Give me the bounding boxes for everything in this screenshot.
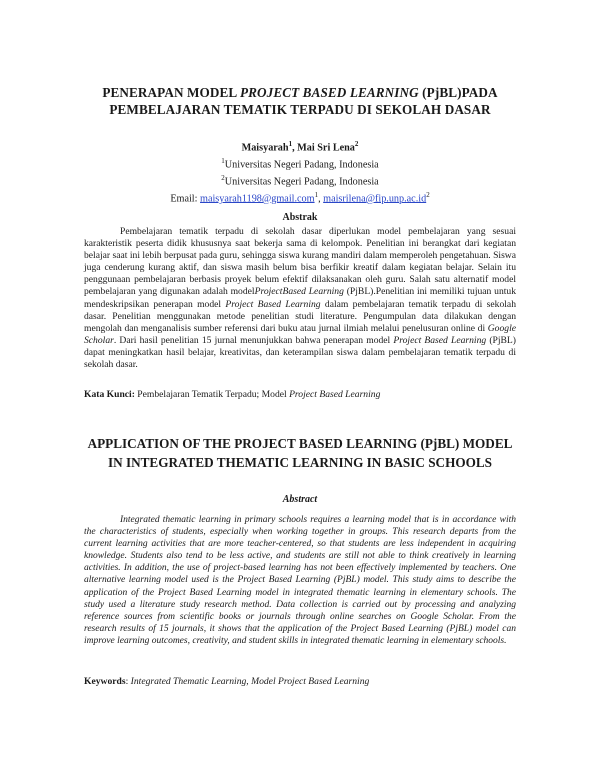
abstrak-text-2: (PjBL).Penelitian ini memiliki tujuan untuk mendeskripsikan penerapan model xyxy=(84,286,517,310)
author-2-sup: 2 xyxy=(354,140,359,148)
keywords-colon: : xyxy=(125,676,131,687)
author-1-sup: 1 xyxy=(288,140,293,148)
kata-kunci xyxy=(84,389,516,400)
abstrak-text-1: Pembelajaran tematik terpadu di sekolah dasar diperlukan model pembelajaran yang sesuai karakteristik peserta didik khususnya saat bekerja sama di kelompok. Penelitian ini berangkat dari kegiatan belajar saat ini lebih berpusat pada guru, sehingga siswa kurang mandiri dalam memperoleh pengetahuan. Siswa juga cenderung kurang aktif, dan siswa masih belum bisa berfikir kreatif dalam kegiatan belajar. Selain itu penggunaan pembelajaran berbasis proyek belum efektif dilaksanakan oleh guru. Salah satu alternatif model pembelajaran yang digunakan adalah model xyxy=(84,226,516,298)
abstract-body xyxy=(84,514,516,647)
affiliation-2 xyxy=(100,172,500,189)
abstrak-text-4: . Dari hasil penelitian 15 jurnal menunjukkan bahwa penerapan model xyxy=(113,334,394,346)
kata-kunci-label: Kata Kunci: xyxy=(84,389,135,400)
keywords xyxy=(84,676,516,687)
abstrak-italic-4: Project Based Learning xyxy=(393,334,487,346)
title-id-line2: PEMBELAJARAN TEMATIK TERPADU DI SEKOLAH DASAR xyxy=(109,102,491,117)
abstrak-heading: Abstrak xyxy=(282,212,318,223)
author-2: , Mai Sri Lena xyxy=(292,142,355,154)
paper-title-indonesian xyxy=(70,84,530,118)
email-link-1[interactable]: maisyarah1198@gmail.com xyxy=(200,193,315,205)
affiliation-2-sup: 2 xyxy=(221,173,225,182)
affiliation-1-sup: 1 xyxy=(221,156,225,165)
title-en-line2: IN INTEGRATED THEMATIC LEARNING IN BASIC SCHOOLS xyxy=(108,454,492,470)
email-2-sup: 2 xyxy=(426,190,430,199)
abstrak-body xyxy=(84,226,516,371)
email-link-2[interactable]: maisrilena@fip.unp.ac.id xyxy=(323,193,427,205)
author-1: Maisyarah xyxy=(241,142,289,154)
abstract-heading: Abstract xyxy=(282,494,318,505)
email-label: Email: xyxy=(170,193,201,205)
title-id-line1-pre: PENERAPAN MODEL xyxy=(102,85,240,100)
author-block xyxy=(100,138,500,206)
email-line xyxy=(100,189,500,206)
title-id-line1-italic: PROJECT BASED LEARNING xyxy=(239,85,419,100)
affiliation-1 xyxy=(100,155,500,172)
affiliation-2-text: Universitas Negeri Padang, Indonesia xyxy=(224,176,379,188)
title-id-line1-post: (PjBL)PADA xyxy=(418,85,498,100)
title-en-line1: APPLICATION OF THE PROJECT BASED LEARNING (PjBL) MODEL xyxy=(87,436,513,451)
abstrak-italic-1: ProjectBased Learning xyxy=(254,286,344,298)
affiliation-1-text: Universitas Negeri Padang, Indonesia xyxy=(224,159,379,171)
abstrak-italic-3: Google Scholar xyxy=(84,322,516,346)
author-names xyxy=(100,138,500,155)
keywords-label: Keywords xyxy=(84,676,126,687)
abstrak-text-5: (PjBL) dapat meningkatkan hasil belajar, kreativitas, dan keterampilan siswa dalam pembelajaran tematik terpadu di sekolah dasar. xyxy=(84,334,516,371)
abstrak-text-3: dalam pembelajaran tematik terpadu di sekolah dasar. Penelitian menggunakan metode penelitian studi literature. Pengumpulan data dilakukan dengan mengolah dan menganalisis sumber referensi dari buku atau jurnal ilmiah melalui penelusuran online di xyxy=(84,298,516,334)
keywords-text: Integrated Thematic Learning, Model Project Based Learning xyxy=(130,676,370,687)
email-1-sup: 1 xyxy=(314,190,319,199)
abstract-text: Integrated thematic learning in primary schools requires a learning model that is in accordance with the characteristics of students, especially when working together in groups. This research departs from the current learning activities that are more teacher-centered, so that students are less independent in acquiring knowledge. Students also tend to be less active, and students are still not able to think creatively in learning activities. In addition, the use of project-based learning has not been effectively implemented by teachers. One alternative learning model used is the Project Based Learning (PjBL) model. This study aims to describe the application of the Project Based Learning model in integrated thematic learning in elementary schools. The study used a literature study research method. Data collection is carried out by processing and analyzing reference sources from scientific books or journals through online searches on Google Scholar. From the research results of 15 journals, it shows that the application of the Project Based Learning (PjBL) model can improve learning outcomes, creativity, and student skills in integrated thematic learning in elementary schools. xyxy=(84,515,516,646)
paper-title-english xyxy=(60,435,540,472)
kata-kunci-italic: Project Based Learning xyxy=(289,389,381,400)
abstrak-italic-2: Project Based Learning xyxy=(225,298,321,310)
email-separator: , xyxy=(318,193,324,205)
kata-kunci-text: Pembelajaran Tematik Terpadu; Model xyxy=(134,389,290,400)
